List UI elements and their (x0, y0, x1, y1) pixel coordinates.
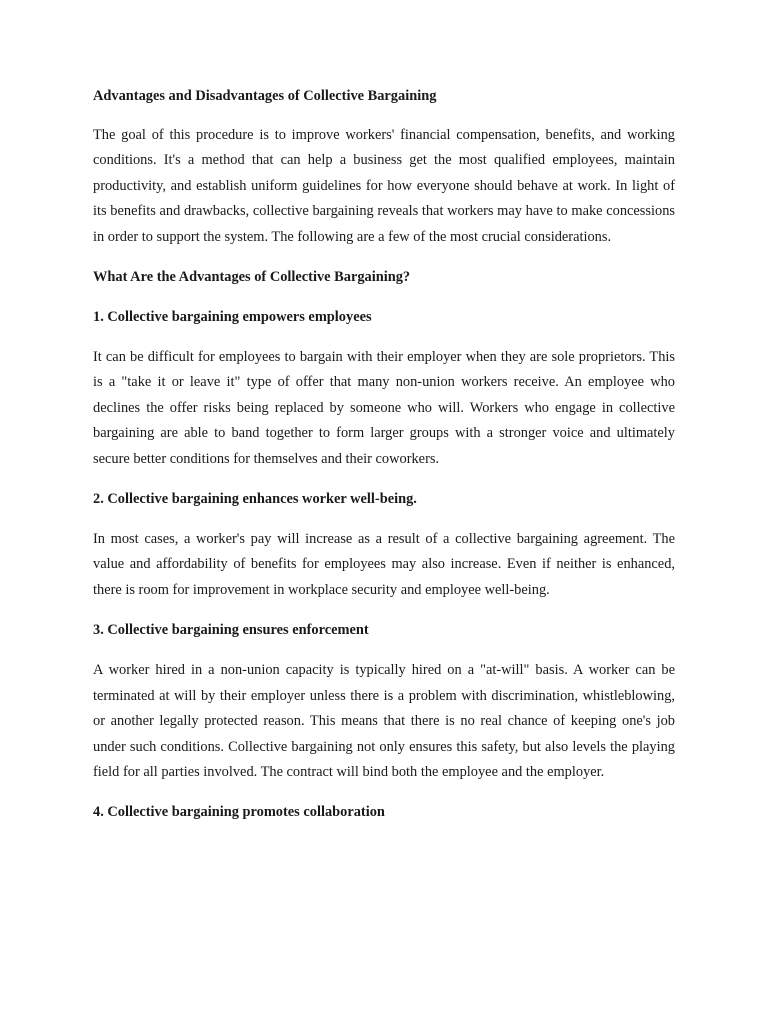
section-2-heading: 2. Collective bargaining enhances worker well-being. (93, 491, 417, 508)
section-4-heading: 4. Collective bargaining promotes collaboration (93, 804, 385, 821)
section-2-body: In most cases, a worker's pay will increase as a result of a collective bargaining agreement. The value and affordability of benefits for employees may also increase. Even if neither is enhanced, there is room for improvement in workplace security and employee well-being. (93, 531, 675, 598)
advantages-heading: What Are the Advantages of Collective Bargaining? (93, 269, 411, 286)
document-title: Advantages and Disadvantages of Collective Bargaining (93, 88, 437, 104)
section-1-body: It can be difficult for employees to bargain with their employer when they are sole proprietors. This is a "take it or leave it" type of offer that many non-union workers receive. An employee who declines the offer risks being replaced by someone who will. Workers who engage in collective bargaining are able to band together to form larger groups with a stronger voice and ultimately secure better conditions for themselves and their coworkers. (93, 349, 675, 467)
section-1-heading: 1. Collective bargaining empowers employees (93, 309, 372, 326)
section-3-heading: 3. Collective bargaining ensures enforcement (93, 622, 369, 639)
section-3-body: A worker hired in a non-union capacity is typically hired on a "at-will" basis. A worker can be terminated at will by their employer unless there is a problem with discrimination, whistleblowing, or another legally protected reason. This means that there is no real chance of keeping one's job under such conditions. Collective bargaining not only ensures this safety, but also levels the playing field for all parties involved. The contract will bind both the employee and the employer. (93, 662, 675, 780)
intro-paragraph: The goal of this procedure is to improve workers' financial compensation, benefits, and working conditions. It's a method that can help a business get the most qualified employees, maintain productivity, and establish uniform guidelines for how everyone should behave at work. In light of its benefits and drawbacks, collective bargaining reveals that workers may have to make concessions in order to support the system. The following are a few of the most crucial considerations. (93, 127, 675, 245)
